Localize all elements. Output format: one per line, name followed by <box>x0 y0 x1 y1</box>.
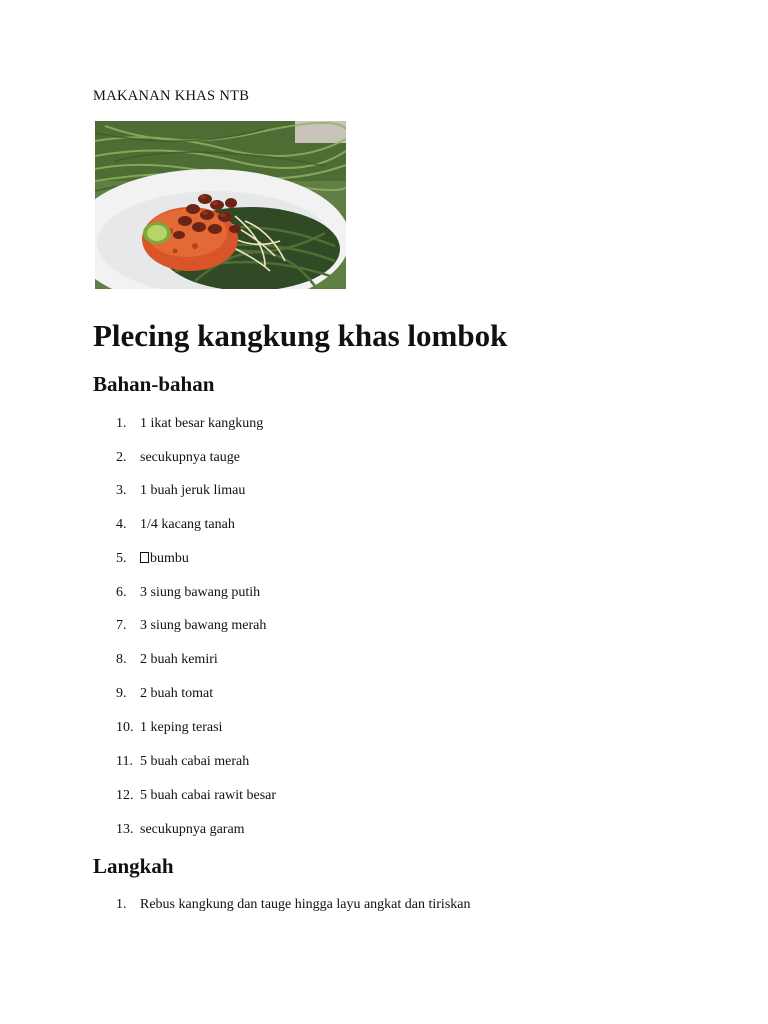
list-item <box>0 786 700 806</box>
list-item <box>0 515 700 535</box>
list-number: 7. <box>116 618 127 633</box>
list-number: 5. <box>116 551 127 566</box>
list-text: 2 buah kemiri <box>140 652 218 667</box>
list-item <box>0 820 700 840</box>
list-number: 12. <box>116 788 134 803</box>
list-number: 1. <box>116 897 127 912</box>
list-text: 5 buah cabai merah <box>140 754 250 769</box>
list-item <box>0 549 700 569</box>
list-text: secukupnya garam <box>140 822 245 837</box>
list-item <box>0 448 700 468</box>
list-number: 2. <box>116 450 127 465</box>
list-item <box>0 481 700 501</box>
list-item <box>0 616 700 636</box>
list-text: 1 buah jeruk limau <box>140 483 246 498</box>
list-text <box>140 549 189 569</box>
list-item <box>0 718 700 738</box>
list-number: 9. <box>116 686 127 701</box>
list-text: 3 siung bawang merah <box>140 618 267 633</box>
list-number: 4. <box>116 517 127 532</box>
list-item <box>0 684 700 704</box>
list-number: 11. <box>116 754 133 769</box>
list-text: Rebus kangkung dan tauge hingga layu angkat dan tiriskan <box>140 897 471 912</box>
list-text: 2 buah tomat <box>140 686 214 701</box>
list-item <box>0 895 700 915</box>
list-text: 5 buah cabai rawit besar <box>140 788 277 803</box>
steps-heading: Langkah <box>93 854 174 878</box>
ingredients-heading: Bahan-bahan <box>93 372 215 396</box>
list-item <box>0 752 700 772</box>
list-text-value: bumbu <box>150 551 189 566</box>
list-text: 3 siung bawang putih <box>140 585 261 600</box>
list-text: secukupnya tauge <box>140 450 240 465</box>
list-item <box>0 414 700 434</box>
list-number: 13. <box>116 822 134 837</box>
list-number: 3. <box>116 483 127 498</box>
page-title: Plecing kangkung khas lombok <box>93 318 508 353</box>
list-number: 10. <box>116 720 134 735</box>
list-number: 1. <box>116 416 127 431</box>
list-item <box>0 583 700 603</box>
list-text: 1 ikat besar kangkung <box>140 416 264 431</box>
document-header: MAKANAN KHAS NTB <box>93 88 250 104</box>
list-number: 6. <box>116 585 127 600</box>
list-text: 1 keping terasi <box>140 720 223 735</box>
list-item <box>0 650 700 670</box>
list-text: 1/4 kacang tanah <box>140 517 235 532</box>
list-number: 8. <box>116 652 127 667</box>
missing-glyph-icon <box>140 552 149 563</box>
food-photo <box>95 121 346 289</box>
